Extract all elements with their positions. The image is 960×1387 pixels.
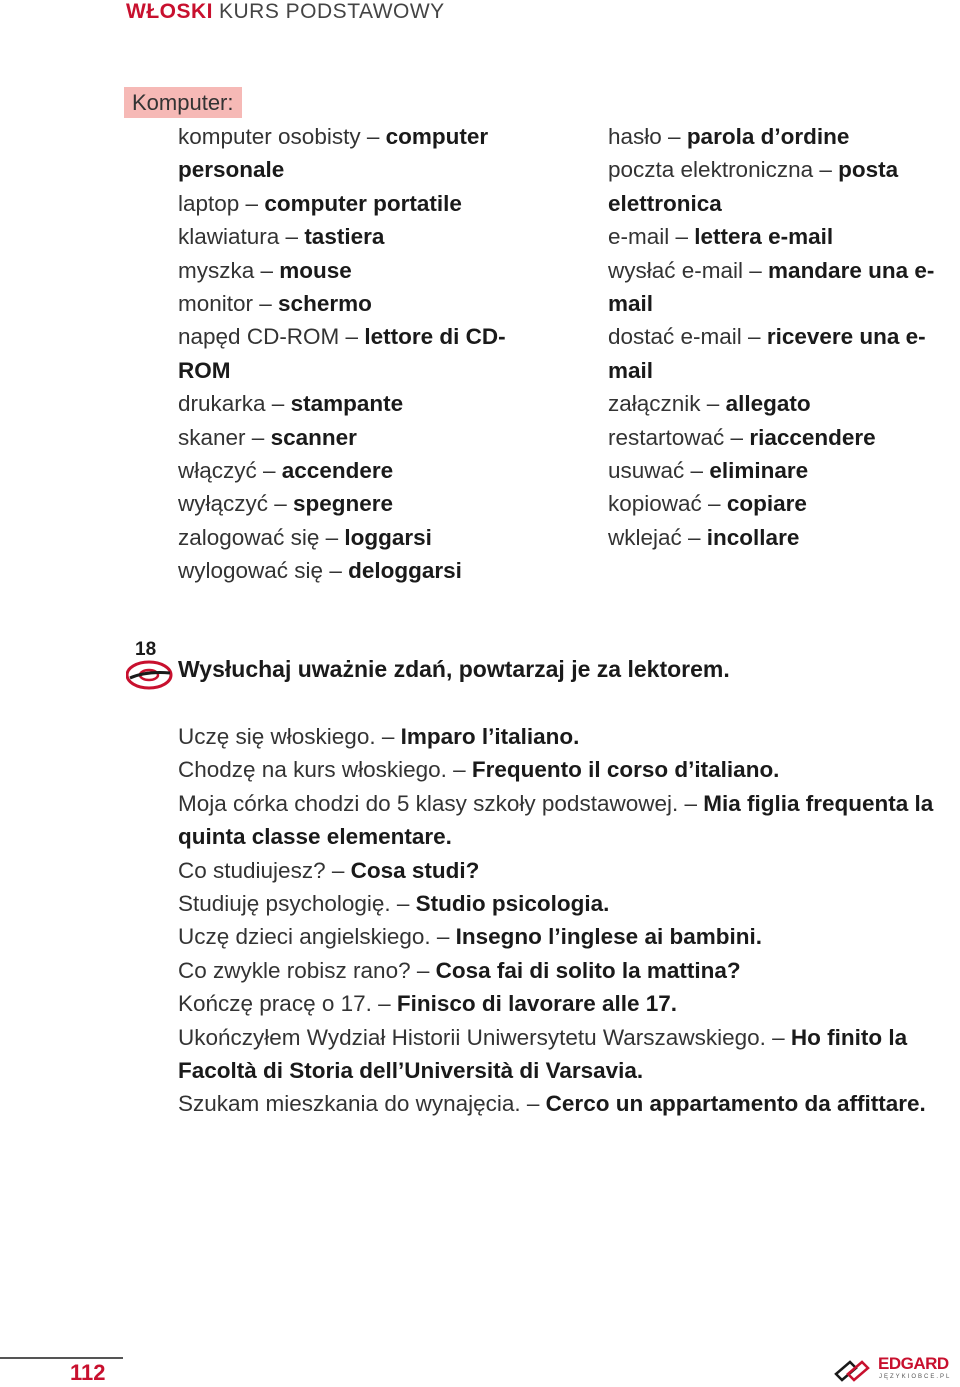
vocab-entry: [178, 554, 528, 587]
vocab-pl: zalogować się –: [178, 524, 345, 550]
vocab-it: incollare: [706, 524, 800, 550]
sentence-item: [178, 854, 948, 887]
header-course: KURS PODSTAWOWY: [219, 0, 445, 23]
section-label: Komputer:: [124, 87, 242, 118]
sentence-pl: Co zwykle robisz rano? –: [178, 957, 436, 983]
vocab-pl: wyłączyć –: [178, 491, 294, 517]
vocab-it: riaccendere: [749, 424, 876, 450]
vocab-pl: wysłać e-mail –: [608, 257, 769, 283]
exercise-instruction: Wysłuchaj uważnie zdań, powtarzaj je za lektorem.: [178, 656, 730, 682]
vocab-it: scanner: [270, 424, 357, 450]
sentence-item: [178, 887, 948, 920]
track-number: 18: [135, 639, 157, 660]
vocab-entry: [178, 187, 528, 220]
vocab-it: copiare: [726, 491, 807, 517]
vocab-entry: [608, 254, 948, 321]
vocab-it: mandare una e-mail: [608, 257, 935, 317]
vocab-pl: wklejać –: [608, 524, 707, 550]
sentence-it: Cerco un appartamento da affittare.: [545, 1091, 926, 1117]
vocab-it: computer personale: [178, 124, 489, 183]
vocab-entry: [608, 487, 948, 520]
vocab-entry: [608, 220, 948, 253]
vocab-entry: [608, 153, 948, 220]
vocab-it: computer portatile: [264, 190, 462, 216]
vocab-it: loggarsi: [344, 524, 432, 550]
vocab-pl: drukarka –: [178, 391, 291, 417]
vocab-pl: dostać e-mail –: [608, 324, 767, 350]
vocab-entry: [178, 387, 528, 420]
vocab-pl: załącznik –: [608, 391, 726, 417]
sentence-pl: Chodzę na kurs włoskiego. –: [178, 757, 472, 783]
vocab-list-left: [178, 120, 528, 588]
vocab-pl: usuwać –: [608, 458, 710, 484]
vocab-it: parola d’ordine: [686, 124, 850, 149]
sentence-it: Frequento il corso d’italiano.: [471, 757, 780, 783]
vocab-it: eliminare: [709, 458, 809, 484]
vocab-pl: komputer osobisty –: [178, 124, 386, 149]
vocab-it: stampante: [290, 391, 404, 417]
vocab-it: mouse: [279, 257, 352, 283]
vocab-entry: [608, 320, 948, 387]
vocab-pl: myszka –: [178, 257, 280, 283]
sentence-it: Studio psicologia.: [415, 891, 610, 917]
vocab-pl: skaner –: [178, 424, 271, 450]
sentence-pl: Uczę dzieci angielskiego. –: [178, 924, 456, 950]
running-header: [126, 0, 445, 24]
vocab-entry: [608, 521, 948, 554]
sentence-it: Ho finito la Facoltà di Storia dell’Università di Varsavia.: [178, 1024, 908, 1084]
sentence-item: [178, 787, 948, 854]
vocab-pl: hasło –: [608, 124, 687, 149]
vocab-pl: laptop –: [178, 190, 265, 216]
sentence-pl: Co studiujesz? –: [178, 857, 351, 883]
logo-name: EDGARD: [878, 1354, 949, 1373]
vocab-entry: [178, 487, 528, 520]
vocab-entry: [178, 521, 528, 554]
sentence-pl: Uczę się włoskiego. –: [178, 724, 401, 749]
vocab-list-right: [608, 120, 948, 554]
vocab-pl: kopiować –: [608, 491, 727, 517]
edgard-logo-icon: [834, 1356, 874, 1382]
sentence-item: [178, 720, 948, 753]
vocab-pl: restartować –: [608, 424, 750, 450]
sentence-item: [178, 1087, 948, 1120]
vocab-it: posta elettronica: [608, 157, 899, 216]
vocab-entry: [608, 421, 948, 454]
vocab-pl: monitor –: [178, 291, 279, 317]
vocab-pl: poczta elektroniczna –: [608, 157, 839, 183]
logo-subtitle: JĘZYKIOBCE.PL: [879, 1374, 952, 1380]
vocab-entry: [178, 254, 528, 287]
sentence-pl: Ukończyłem Wydział Historii Uniwersytetu Warszawskiego. –: [178, 1024, 791, 1050]
sentence-it: Cosa fai di solito la mattina?: [435, 957, 741, 983]
sentence-pl: Szukam mieszkania do wynajęcia. –: [178, 1091, 546, 1117]
header-brand: WŁOSKI: [126, 0, 213, 23]
vocab-it: ricevere una e-mail: [608, 324, 926, 383]
footer-divider: [0, 1357, 123, 1359]
sentence-pl: Moja córka chodzi do 5 klasy szkoły podstawowej. –: [178, 790, 704, 816]
vocab-pl: włączyć –: [178, 458, 282, 484]
sentence-item: [178, 920, 948, 953]
vocab-entry: [608, 454, 948, 487]
vocab-pl: e-mail –: [608, 224, 695, 250]
vocab-pl: klawiatura –: [178, 224, 305, 250]
sentence-it: Mia figlia frequenta la quinta classe elementare.: [178, 790, 934, 850]
sentence-item: [178, 753, 948, 786]
vocab-entry: [178, 421, 528, 454]
vocab-it: lettore di CD-ROM: [178, 324, 506, 383]
publisher-logo: [834, 1354, 954, 1384]
vocab-entry: [178, 454, 528, 487]
sentence-item: [178, 954, 948, 987]
sentence-it: Cosa studi?: [350, 857, 480, 883]
vocab-it: schermo: [278, 291, 372, 317]
sentence-list: [178, 720, 948, 1121]
sentence-it: Imparo l’italiano.: [400, 724, 580, 749]
vocab-it: spegnere: [293, 491, 394, 517]
vocab-pl: napęd CD-ROM –: [178, 324, 365, 350]
vocab-it: allegato: [725, 391, 811, 417]
vocab-it: deloggarsi: [348, 558, 462, 584]
vocab-pl: wylogować się –: [178, 558, 349, 584]
sentence-it: Finisco di lavorare alle 17.: [396, 991, 678, 1017]
vocab-entry: [178, 287, 528, 320]
vocab-entry: [178, 220, 528, 253]
vocab-entry: [608, 120, 948, 153]
sentence-it: Insegno l’inglese ai bambini.: [455, 924, 762, 950]
sentence-pl: Kończę pracę o 17. –: [178, 991, 397, 1017]
vocab-entry: [178, 320, 528, 387]
vocab-entry: [178, 120, 528, 187]
sentence-item: [178, 987, 948, 1020]
vocab-it: tastiera: [304, 224, 385, 250]
vocab-it: lettera e-mail: [694, 224, 834, 250]
vocab-it: accendere: [281, 458, 394, 484]
vocab-entry: [608, 387, 948, 420]
sentence-item: [178, 1021, 948, 1088]
sentence-pl: Studiuję psychologię. –: [178, 891, 416, 917]
page-number: 112: [70, 1360, 106, 1385]
